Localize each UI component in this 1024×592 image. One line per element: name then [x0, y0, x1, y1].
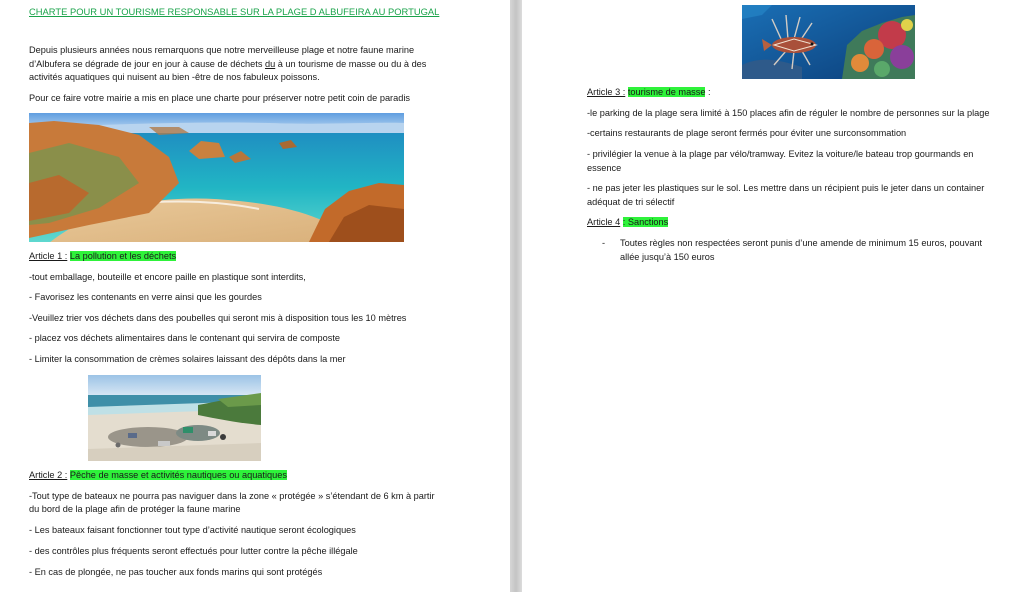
- article-3-item-3-line-2: essence: [587, 163, 622, 173]
- intro-line-2-text-a: d’Albufera se dégrade de jour en jour à cause de déchets: [29, 59, 265, 69]
- article-2-item-1-line-1: -Tout type de bateaux ne pourra pas naviguer dans la zone « protégée » s’étendant de 6 km à partir: [29, 491, 435, 501]
- article-4-bullet-line-1: Toutes règles non respectées seront punis d’une amende de minimum 15 euros, pouvant: [620, 238, 983, 248]
- article-3-item-3-line-1: - privilégier la venue à la plage par vélo/tramway. Evitez la voiture/le bateau trop gourmands en: [587, 149, 974, 159]
- article-2-heading: Pêche de masse et activités nautiques ou aquatiques: [69, 470, 287, 480]
- intro-line-3: activités aquatiques qui nuisent au bien -être de nos fabuleux poissons.: [29, 72, 320, 82]
- article-1-label: Article 1 :: [29, 251, 68, 261]
- page-gutter: [510, 0, 522, 592]
- article-1-item: - placez vos déchets alimentaires dans le contenant qui servira de composte: [29, 333, 341, 343]
- article-1-header: [29, 250, 176, 264]
- article-2-item-4: - En cas de plongée, ne pas toucher aux fonds marins qui sont protégés: [29, 567, 323, 577]
- article-4-bullet-line-2: allée jusqu’à 150 euros: [620, 252, 715, 262]
- article-1-item: -tout emballage, bouteille et encore paille en plastique sont interdits,: [29, 272, 306, 282]
- article-3-item-4-line-1: - ne pas jeter les plastiques sur le sol. Les mettre dans un récipient puis le jeter dans un container: [587, 183, 985, 193]
- article-1-item: -Veuillez trier vos déchets dans des poubelles qui seront mis à disposition tous les 10 mètres: [29, 313, 407, 323]
- article-4-heading: : Sanctions: [622, 217, 669, 227]
- intro-line-2-du: du: [264, 59, 276, 69]
- polluted-beach-photo: [88, 375, 261, 461]
- article-3-item-1: -le parking de la plage sera limité à 150 places afin de réguler le nombre de personnes sur la plage: [587, 108, 990, 118]
- article-3-header: [587, 86, 711, 100]
- article-3-item-2: -certains restaurants de plage seront fermés pour éviter une surconsommation: [587, 128, 907, 138]
- lionfish-photo: [742, 5, 915, 79]
- intro-line-2-text-b: à un tourisme de masse ou du à des: [275, 59, 427, 69]
- article-1-item: - Favorisez les contenants en verre ainsi que les gourdes: [29, 292, 262, 302]
- article-1-heading: La pollution et les déchets: [69, 251, 177, 261]
- article-4-label: Article 4: [587, 217, 621, 227]
- article-3-item-4-line-2: adéquat de tri sélectif: [587, 197, 675, 207]
- article-3-label: Article 3 :: [587, 87, 626, 97]
- article-4-bullet-marker: -: [602, 238, 606, 248]
- article-3-heading: tourisme de masse: [627, 87, 706, 97]
- document-title: CHARTE POUR UN TOURISME RESPONSABLE SUR LA PLAGE D ALBUFEIRA AU PORTUGAL: [29, 6, 440, 17]
- document-page-right: [522, 0, 1024, 592]
- intro-paragraph-2: Pour ce faire votre mairie a mis en place une charte pour préserver notre petit coin de paradis: [29, 93, 410, 103]
- article-3-suffix: :: [705, 87, 711, 97]
- article-2-item-1-line-2: du bord de la plage afin de protéger la faune marine: [29, 504, 241, 514]
- document-page-left: [0, 0, 510, 592]
- intro-line-1: Depuis plusieurs années nous remarquons que notre merveilleuse plage et notre faune marine: [29, 45, 415, 55]
- article-4-header: [587, 216, 668, 230]
- intro-line-2: [29, 58, 426, 72]
- article-2-item-3: - des contrôles plus fréquents seront effectués pour lutter contre la pêche illégale: [29, 546, 358, 556]
- article-2-label: Article 2 :: [29, 470, 68, 480]
- article-1-item: - Limiter la consommation de crèmes solaires laissant des dépôts dans la mer: [29, 354, 346, 364]
- article-2-item-2: - Les bateaux faisant fonctionner tout type d’activité nautique seront écologiques: [29, 525, 356, 535]
- beach-photo: [29, 113, 404, 242]
- article-2-header: [29, 469, 287, 483]
